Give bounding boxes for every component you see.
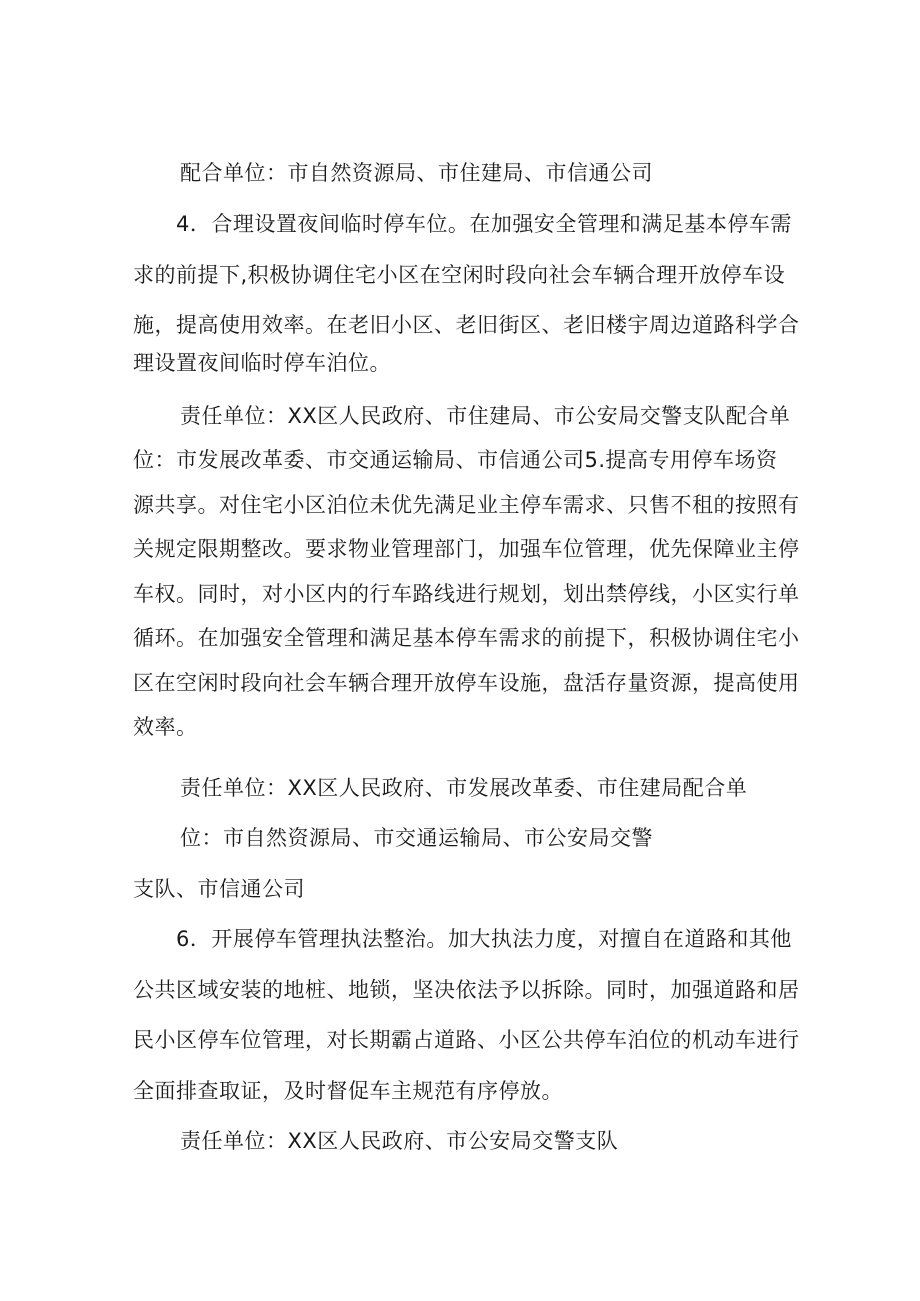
- text-line-8: 源共享。对住宅小区泊位未优先满足业主停车需求、只售不租的按照有: [133, 493, 800, 517]
- text-line-21: 责任单位：XX区人民政府、市公安局交警支队: [180, 1129, 619, 1153]
- text-line-16: 支队、市信通公司: [133, 877, 305, 901]
- text-line-4: 施，提高使用效率。在老旧小区、老旧街区、老旧楼宇周边道路科学合: [133, 313, 800, 337]
- text-line-9: 关规定限期整改。要求物业管理部门，加强车位管理，优先保障业主停: [133, 537, 800, 561]
- text-line-3: 求的前提下,积极协调住宅小区在空闲时段向社会车辆合理开放停车设: [133, 263, 786, 287]
- text-line-6: 责任单位：XX区人民政府、市住建局、市公安局交警支队配合单: [180, 404, 791, 428]
- text-line-1: 配合单位：市自然资源局、市住建局、市信通公司: [180, 161, 653, 185]
- text-line-7: 位：市发展改革委、市交通运输局、市信通公司5.提高专用停车场资: [133, 448, 778, 472]
- text-line-12: 区在空闲时段向社会车辆合理开放停车设施，盘活存量资源，提高使用: [133, 671, 800, 695]
- text-line-14: 责任单位：XX区人民政府、市发展改革委、市住建局配合单: [180, 776, 748, 800]
- text-line-2: 4．合理设置夜间临时停车位。在加强安全管理和满足基本停车需: [176, 212, 792, 236]
- text-line-5: 理设置夜间临时停车泊位。: [133, 351, 391, 375]
- text-line-11: 循环。在加强安全管理和满足基本停车需求的前提下，积极协调住宅小: [133, 626, 800, 650]
- text-line-15: 位：市自然资源局、市交通运输局、市公安局交警: [180, 826, 653, 850]
- text-line-19: 民小区停车位管理，对长期霸占道路、小区公共停车泊位的机动车进行: [133, 1028, 800, 1052]
- text-line-17: 6．开展停车管理执法整治。加大执法力度，对擅自在道路和其他: [176, 927, 792, 951]
- text-line-20: 全面排查取证，及时督促车主规范有序停放。: [133, 1079, 563, 1103]
- text-line-18: 公共区域安装的地桩、地锁，坚决依法予以拆除。同时，加强道路和居: [133, 978, 800, 1002]
- text-line-10: 车权。同时，对小区内的行车路线进行规划，划出禁停线，小区实行单: [133, 582, 800, 606]
- text-line-13: 效率。: [133, 715, 198, 739]
